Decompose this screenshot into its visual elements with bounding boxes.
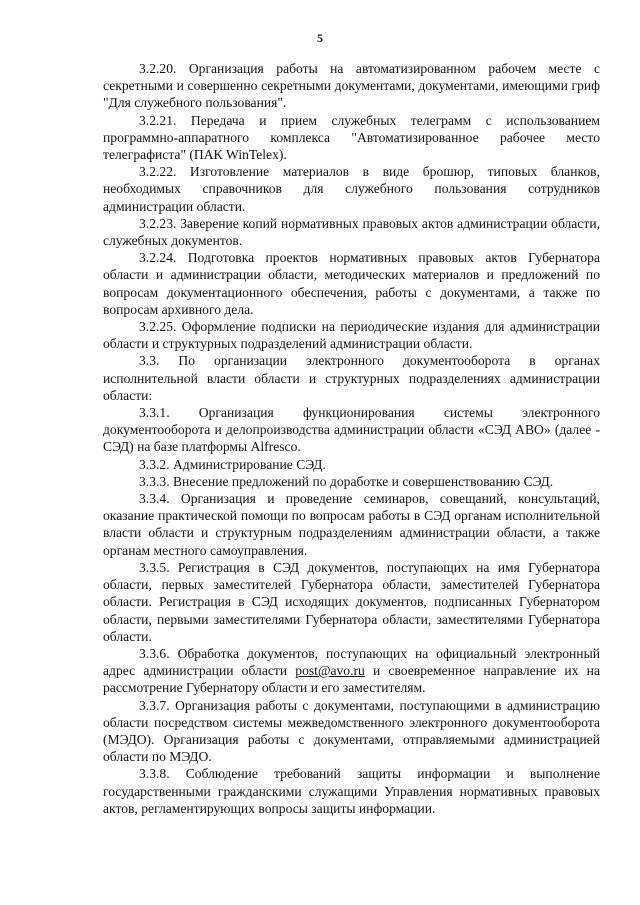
paragraph-3-3-4: 3.3.4. Организация и проведение семинаров, совещаний, консультаций, оказание практической помощи по вопросам работы в СЭД органам исполнительной власти области и структурным подразделениям администрации области, а также органам местного самоуправления. <box>103 491 600 558</box>
paragraph-3-3-8: 3.3.8. Соблюдение требований защиты информации и выполнение государственными гражданскими служащими Управления нормативных правовых актов, регламентирующих вопросы защиты информации. <box>103 766 600 816</box>
paragraph-3-2-25: 3.2.25. Оформление подписки на периодические издания для администрации области и структурных подразделений администрации области. <box>103 319 600 352</box>
paragraph-3-3-6-text-before: 3.3.6. Обработка документов, поступающих на официальный электронный адрес администрации области <box>103 645 600 679</box>
paragraph-3-2-23: 3.2.23. Заверение копий нормативных правовых актов администрации области, служебных документов. <box>103 215 600 249</box>
paragraph-3-3-6-text-after: и своевременное направление их на рассмотрение Губернатору области и его заместителям. <box>103 663 600 696</box>
paragraph-3-2-24: 3.2.24. Подготовка проектов нормативных правовых актов Губернатора области и администрации области, методических материалов и предложений по вопросам документационного обеспечения, работы с документами, а также по вопросам архивного дела. <box>103 250 600 317</box>
paragraph-3-3-7: 3.3.7. Организация работы с документами, поступающими в администрацию области посредством системы межведомственного электронного документооборота (МЭДО). Организация работы с документами, отправляемыми администрацией области по МЭДО. <box>103 697 600 765</box>
page-number: 5 <box>317 31 323 45</box>
paragraph-3-3-6 <box>103 645 600 697</box>
paragraph-3-2-21: 3.2.21. Передача и прием служебных телеграмм с использованием программно-аппаратного комплекса "Автоматизированное рабочее место телеграфиста" (ПАК WinTelex). <box>103 112 600 163</box>
email-link[interactable]: post@avo.ru <box>295 663 365 679</box>
paragraph-3-3: 3.3. По организации электронного документооборота в органах исполнительной власти области и структурных подразделениях администрации области: <box>103 353 600 403</box>
paragraph-3-3-5: 3.3.5. Регистрация в СЭД документов, поступающих на имя Губернатора области, первых заместителей Губернатора области, заместителей Губернатора области. Регистрация в СЭД исходящих документов, подписанных Губернатором области, первыми заместителями Губернатора области, заместителями Губернатора области. <box>103 559 600 644</box>
paragraph-3-3-3: 3.3.3. Внесение предложений по доработке и совершенствованию СЭД. <box>139 473 554 489</box>
paragraph-3-3-2: 3.3.2. Администрирование СЭД. <box>139 456 326 472</box>
paragraph-3-2-22: 3.2.22. Изготовление материалов в виде брошюр, типовых бланков, необходимых справочников для служебного пользования сотрудников администрации области. <box>103 164 600 214</box>
paragraph-3-3-1: 3.3.1. Организация функционирования системы электронного документооборота и делопроизводства администрации области «СЭД АВО» (далее - СЭД) на базе платформы Alfresco. <box>103 405 600 455</box>
paragraph-3-2-20: 3.2.20. Организация работы на автоматизированном рабочем месте с секретными и совершенно секретными документами, документами, имеющими гриф "Для служебного пользования". <box>103 61 600 111</box>
document-body <box>103 60 600 817</box>
